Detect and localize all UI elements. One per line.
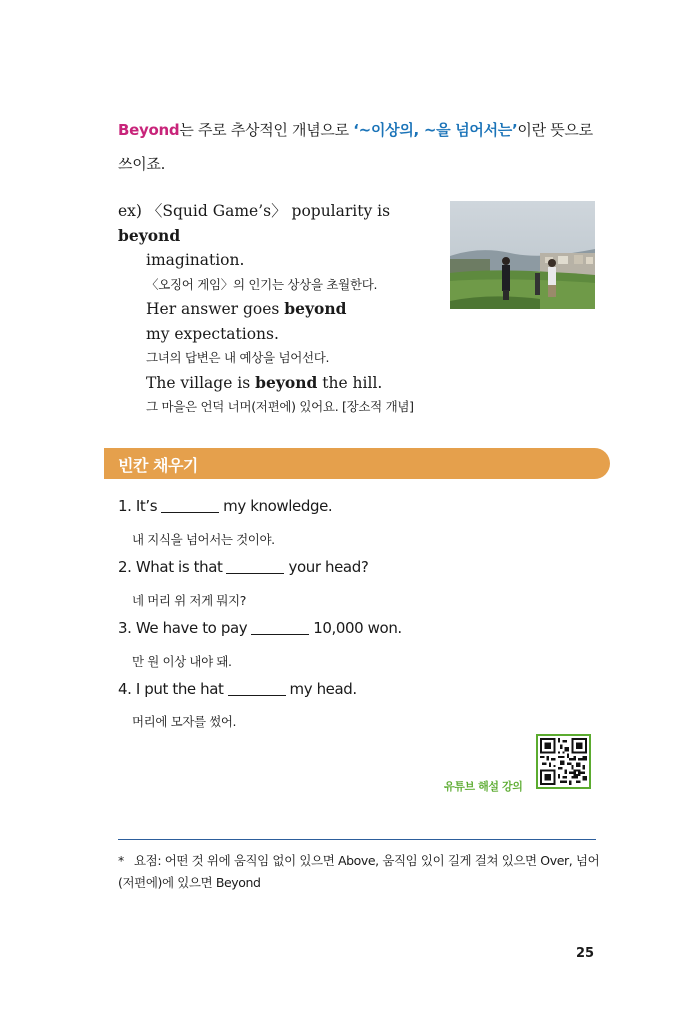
question-1-blank[interactable]	[161, 512, 219, 513]
examples-block	[118, 199, 438, 420]
intro-text-1: 는 주로 추상적인 개념으로	[179, 121, 354, 139]
question-3-blank[interactable]	[251, 634, 309, 635]
section-title: 빈칸 채우기	[118, 456, 198, 475]
divider-line	[118, 839, 596, 840]
example-1-keyword: beyond	[118, 225, 181, 245]
example-1-en: ex) 〈Squid Game’s〉 popularity is beyond	[118, 202, 391, 245]
meaning-highlight: ‘~이상의, ~을 넘어서는’	[353, 121, 518, 139]
example-prefix: ex)	[118, 202, 147, 220]
footnote-text: 요점: 어떤 것 위에 움직임 없이 있으면 Above, 움직임 있이 길게 걸쳐 있으면 Over, 넘어(저편에)에 있으면 Beyond	[118, 853, 600, 890]
qr-code-icon[interactable]	[536, 734, 591, 789]
question-2: 2. What is that your head?	[118, 558, 369, 576]
question-2-blank[interactable]	[226, 573, 284, 574]
hilltop-photo	[450, 201, 595, 309]
page-number: 25	[576, 946, 595, 961]
example-2-keyword: beyond	[284, 299, 347, 318]
section-banner	[104, 448, 610, 479]
question-3-ko: 만 원 이상 내야 돼.	[132, 654, 232, 669]
example-3-keyword: beyond	[255, 372, 318, 392]
question-4-ko: 머리에 모자를 썼어.	[132, 714, 237, 729]
question-2-ko: 네 머리 위 저게 뭐지?	[132, 593, 246, 608]
question-1: 1. It’s my knowledge.	[118, 497, 333, 515]
intro-text-2: 이란 뜻으로 쓰이죠.	[118, 121, 593, 173]
question-4-blank[interactable]	[228, 695, 286, 696]
example-3-ko: 그 마을은 언덕 너머(저편에) 있어요. [장소적 개념]	[146, 399, 414, 414]
question-3: 3. We have to pay 10,000 won.	[118, 619, 402, 637]
example-2-en-cont: my expectations.	[146, 324, 279, 343]
example-1-en-cont: imagination.	[146, 251, 245, 269]
example-1-ko: 〈오징어 게임〉의 인기는 상상을 초월한다.	[146, 276, 378, 292]
example-2-en: Her answer goes beyond	[146, 299, 347, 318]
footnote-star: *	[118, 853, 124, 868]
footnote	[118, 850, 608, 894]
question-1-ko: 내 지식을 넘어서는 것이야.	[132, 532, 275, 547]
example-2-ko: 그녀의 답변은 내 예상을 넘어선다.	[146, 350, 330, 365]
example-3-en: The village is beyond the hill.	[146, 372, 383, 392]
qr-label: 유튜브 해설 강의	[444, 780, 523, 793]
intro-paragraph	[118, 113, 608, 181]
keyword-beyond: Beyond	[118, 121, 180, 139]
question-4: 4. I put the hat my head.	[118, 680, 357, 698]
